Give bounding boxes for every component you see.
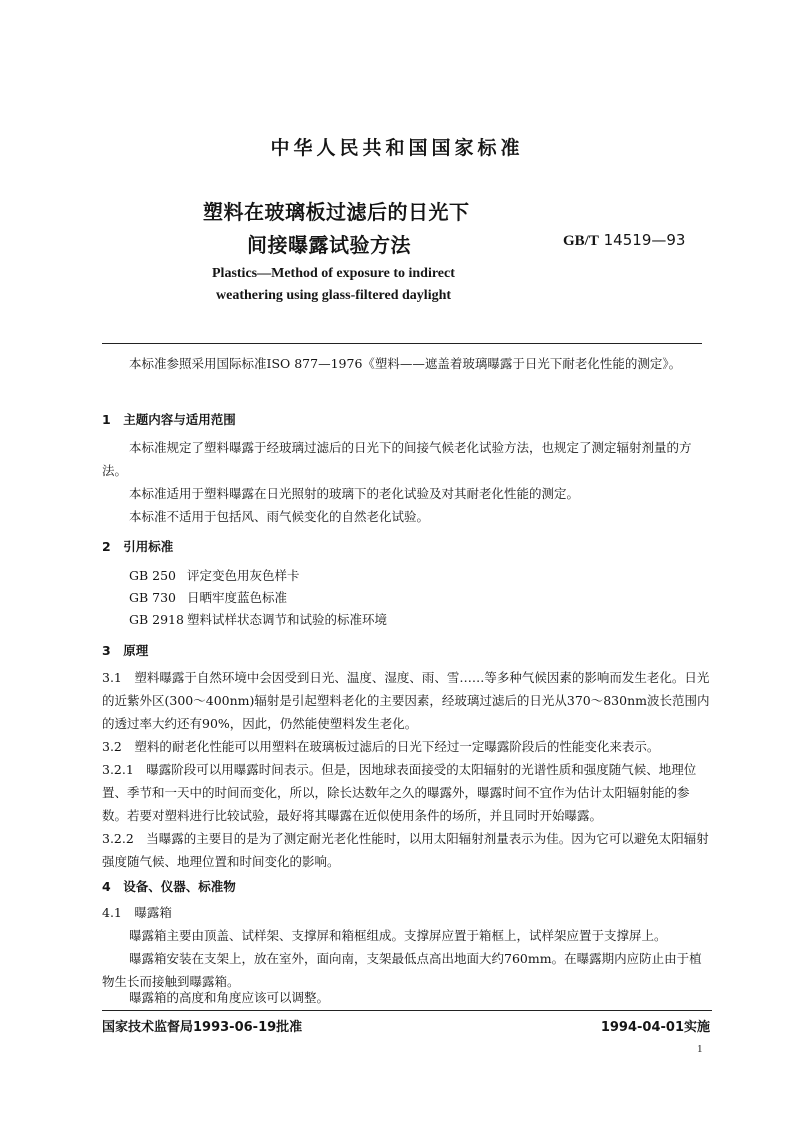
standard-code-number: 14519—93 <box>603 231 686 249</box>
standard-code-prefix: GB/T <box>563 233 599 249</box>
section-3-heading: 3 原理 <box>102 643 149 658</box>
section-4-heading: 4 设备、仪器、标准物 <box>102 879 236 894</box>
reference-item <box>129 566 300 584</box>
section-1-heading: 1 主题内容与适用范围 <box>102 412 236 427</box>
section-2-heading: 2 引用标准 <box>102 539 174 554</box>
section-1-paragraph-1: 本标准规定了塑料曝露于经玻璃过滤后的日光下的间接气候老化试验方法，也规定了测定辐射剂量的方法。 <box>102 440 692 478</box>
section-1-paragraph-3: 本标准不适用于包括风、雨气候变化的自然老化试验。 <box>129 509 430 524</box>
reference-title: 评定变色用灰色样卡 <box>187 568 300 583</box>
reference-code: GB 2918 <box>129 612 184 627</box>
clause-4-1-paragraph-2: 曝露箱安装在支架上，放在室外，面向南，支架最低点高出地面大约760mm。在曝露期内应防止由于植物生长而接触到曝露箱。 <box>102 951 702 989</box>
clause-3-2-1: 3.2.1 曝露阶段可以用曝露时间表示。但是，因地球表面接受的太阳辐射的光谱性质和强度随气候、地理位置、季节和一天中的时间而变化，所以，除长达数年之久的曝露外，曝露时间不宜作为估计太阳辐射能的参数。若要对塑料进行比较试验，最好将其曝露在近似使用条件的场所，并且同时开始曝露。 <box>102 762 697 823</box>
reference-code: GB 250 <box>129 568 177 583</box>
english-title-line-2: weathering using glass-filtered daylight <box>216 288 452 303</box>
document-title-line-1: 塑料在玻璃板过滤后的日光下 <box>203 200 470 224</box>
clause-4-1-paragraph-1: 曝露箱主要由顶盖、试样架、支撑屏和箱框组成。支撑屏应置于箱框上，试样架应置于支撑屏上。 <box>129 928 667 943</box>
document-title-line-2: 间接曝露试验方法 <box>247 233 411 257</box>
reference-title: 塑料试样状态调节和试验的标准环境 <box>187 612 388 627</box>
clause-4-1-heading: 4.1 曝露箱 <box>102 905 172 920</box>
clause-3-2: 3.2 塑料的耐老化性能可以用塑料在玻璃板过滤后的日光下经过一定曝露阶段后的性能变化来表示。 <box>102 739 660 754</box>
clause-4-1-paragraph-3: 曝露箱的高度和角度应该可以调整。 <box>129 990 330 1005</box>
reference-item <box>129 610 387 628</box>
intro-paragraph: 本标准参照采用国际标准ISO 877—1976《塑料——遮盖着玻璃曝露于日光下耐老化性能的测定》。 <box>129 356 682 371</box>
page-number: 1 <box>697 1043 703 1055</box>
standard-code <box>563 231 685 250</box>
effective-date: 1994-04-01实施 <box>600 1020 710 1035</box>
reference-code: GB 730 <box>129 590 177 605</box>
reference-title: 日晒牢度蓝色标准 <box>187 590 288 605</box>
footer-divider <box>102 1010 712 1011</box>
reference-item <box>129 588 287 606</box>
standard-category-title: 中华人民共和国国家标准 <box>270 137 524 159</box>
english-title-line-1: Plastics—Method of exposure to indirect <box>212 266 455 281</box>
approval-date: 国家技术监督局1993-06-19批准 <box>102 1020 303 1035</box>
header-divider <box>102 343 702 344</box>
clause-3-1: 3.1 塑料曝露于自然环境中会因受到日光、温度、湿度、雨、雪……等多种气候因素的影响而发生老化。日光的近紫外区(300～400nm)辐射是引起塑料老化的主要因素，经玻璃过滤后的日光从370～830nm波长范围内的透过率大约还有90%，因此，仍然能使塑料发生老化。 <box>102 670 710 731</box>
clause-3-2-2: 3.2.2 当曝露的主要目的是为了测定耐光老化性能时，以用太阳辐射剂量表示为佳。因为它可以避免太阳辐射强度随气候、地理位置和时间变化的影响。 <box>102 831 709 869</box>
section-1-paragraph-2: 本标准适用于塑料曝露在日光照射的玻璃下的老化试验及对其耐老化性能的测定。 <box>129 486 580 501</box>
